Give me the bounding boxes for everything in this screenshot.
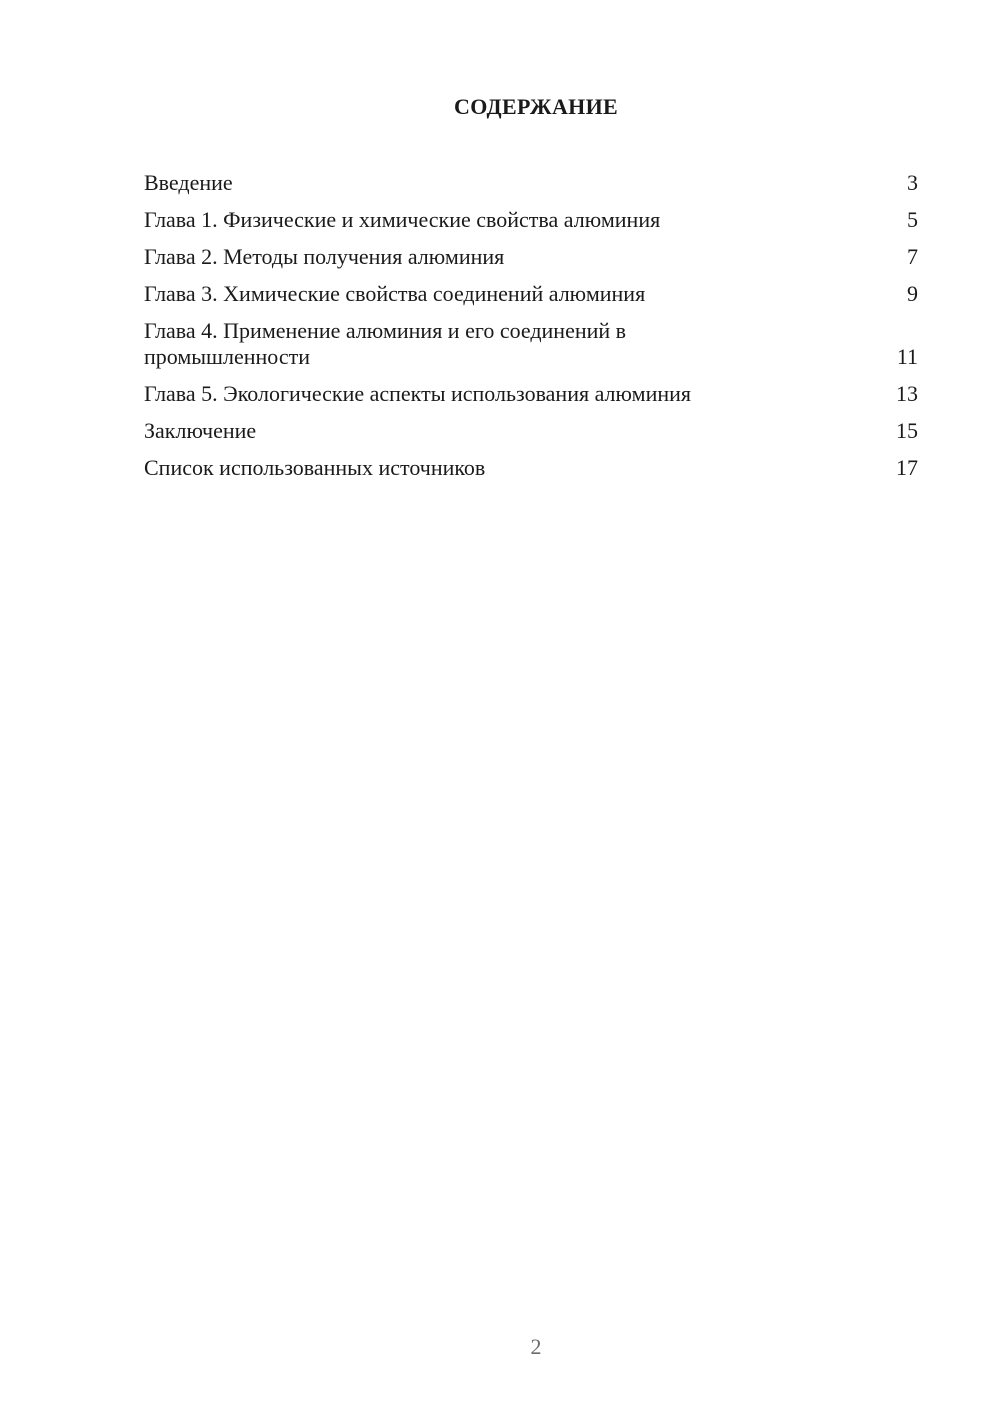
toc-entry-introduction bbox=[144, 170, 918, 196]
toc-entry-label: Глава 4. Применение алюминия и его соединений в промышленности bbox=[144, 318, 627, 369]
toc-entry-conclusion bbox=[144, 418, 918, 444]
page-number: 2 bbox=[530, 1334, 542, 1359]
toc-entry-page: 5 bbox=[907, 207, 918, 232]
toc-entry-label: Введение bbox=[144, 170, 233, 195]
toc-entry-label: Список использованных источников bbox=[144, 455, 486, 480]
toc-entry-chapter-4 bbox=[144, 318, 918, 370]
toc-entry-page: 13 bbox=[896, 381, 918, 406]
toc-entry-page: 9 bbox=[907, 281, 918, 306]
toc-entry-chapter-3 bbox=[144, 281, 918, 307]
toc-entry-page: 11 bbox=[896, 344, 918, 369]
toc-entry-label: Глава 3. Химические свойства соединений алюминия bbox=[144, 281, 646, 306]
page-title: СОДЕРЖАНИЕ bbox=[454, 94, 618, 119]
toc-entry-label: Глава 5. Экологические аспекты использования алюминия bbox=[144, 381, 692, 406]
toc-entry-label: Заключение bbox=[144, 418, 257, 443]
toc-entry-chapter-2 bbox=[144, 244, 918, 270]
toc-entry-chapter-1 bbox=[144, 207, 918, 233]
table-of-contents bbox=[144, 170, 918, 492]
toc-entry-page: 7 bbox=[907, 244, 918, 269]
toc-entry-references bbox=[144, 455, 918, 481]
toc-entry-label: Глава 1. Физические и химические свойства алюминия bbox=[144, 207, 661, 232]
toc-entry-page: 15 bbox=[896, 418, 918, 443]
toc-entry-page: 17 bbox=[896, 455, 918, 480]
toc-entry-label: Глава 2. Методы получения алюминия bbox=[144, 244, 505, 269]
toc-entry-page: 3 bbox=[907, 170, 918, 195]
toc-entry-chapter-5 bbox=[144, 381, 918, 407]
